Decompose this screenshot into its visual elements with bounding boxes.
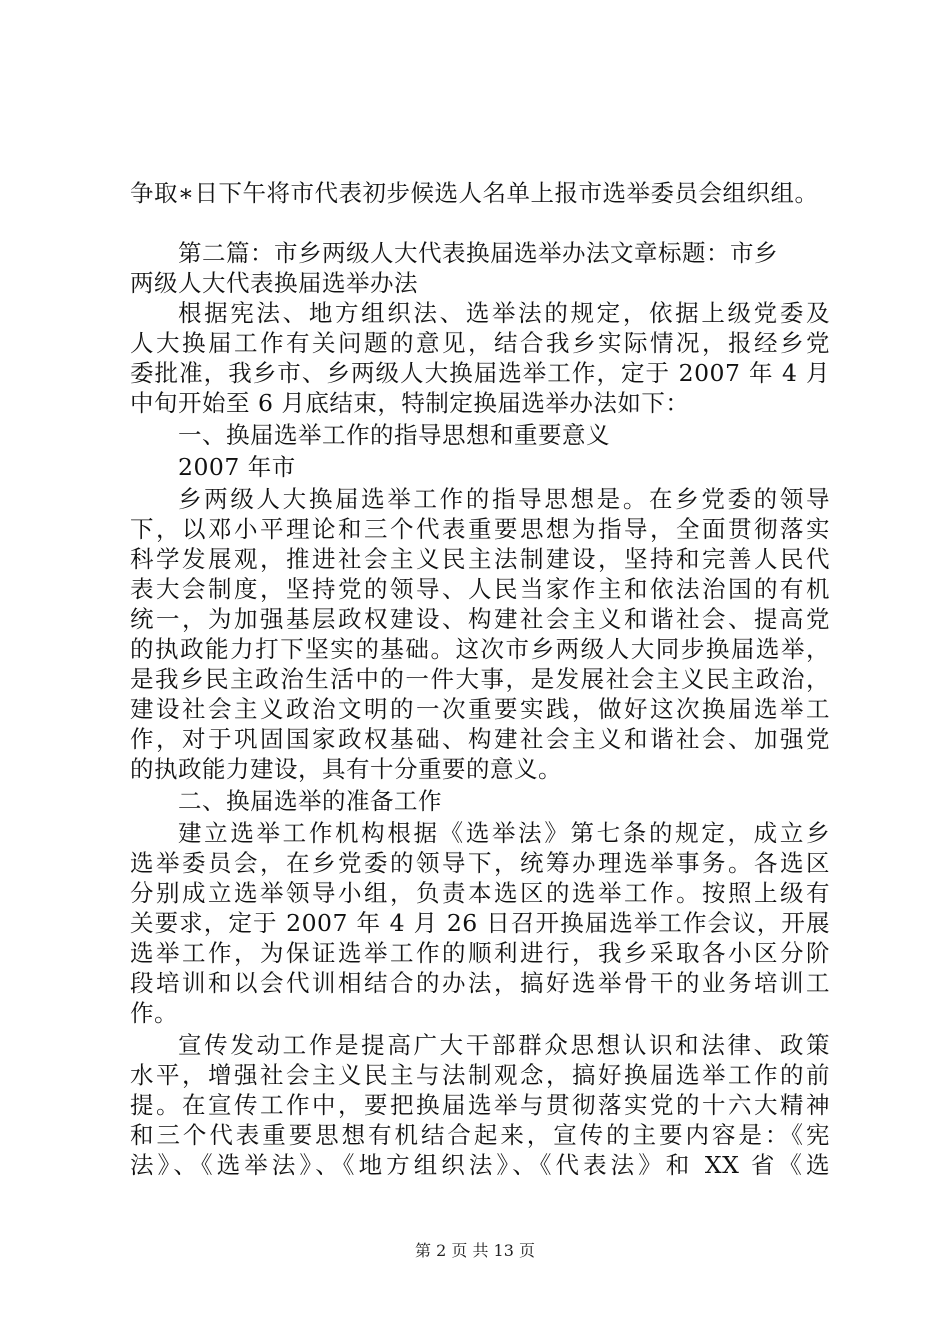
text-line: 分别成立选举领导小组，负责本选区的选举工作。按照上级有 xyxy=(130,879,830,907)
text-line: 作，对于巩固国家政权基础、构建社会主义和谐社会、加强党 xyxy=(130,725,830,753)
text-line: 乡两级人大换届选举工作的指导思想是。在乡党委的领导 xyxy=(178,485,830,513)
heading-line: 二、换届选举的准备工作 xyxy=(178,787,442,815)
text-line: 宣传发动工作是提高广大干部群众思想认识和法律、政策 xyxy=(178,1031,830,1059)
text-line: 表大会制度，坚持党的领导、人民当家作主和依法治国的有机 xyxy=(130,575,830,603)
text-line: 是我乡民主政治生活中的一件大事，是发展社会主义民主政治， xyxy=(130,665,830,693)
text-line: 法》、《选举法》、《地方组织法》、《代表法》和 XX 省《选 xyxy=(130,1151,830,1179)
text-line: 委批准，我乡市、乡两级人大换届选举工作，定于 2007 年 4 月 xyxy=(130,359,830,387)
text-line: 建立选举工作机构根据《选举法》第七条的规定，成立乡 xyxy=(178,819,830,847)
text-line: 关要求，定于 2007 年 4 月 26 日召开换届选举工作会议，开展 xyxy=(130,909,830,937)
text-line: 选举委员会，在乡党委的领导下，统筹办理选举事务。各选区 xyxy=(130,849,830,877)
text-line: 统一，为加强基层政权建设、构建社会主义和谐社会、提高党 xyxy=(130,605,830,633)
text-line: 提。在宣传工作中，要把换届选举与贯彻落实党的十六大精神 xyxy=(130,1091,830,1119)
text-line: 和三个代表重要思想有机结合起来，宣传的主要内容是：《宪 xyxy=(130,1121,830,1149)
text-line: 段培训和以会代训相结合的办法，搞好选举骨干的业务培训工 xyxy=(130,969,830,997)
text-line: 水平，增强社会主义民主与法制观念，搞好换届选举工作的前 xyxy=(130,1061,830,1089)
text-line: 人大换届工作有关问题的意见，结合我乡实际情况，报经乡党 xyxy=(130,329,830,357)
text-line: 的执政能力打下坚实的基础。这次市乡两级人大同步换届选举， xyxy=(130,635,830,663)
text-line: 选举工作，为保证选举工作的顺利进行，我乡采取各小区分阶 xyxy=(130,939,830,967)
section-title-line: 两级人大代表换届选举办法 xyxy=(130,269,418,297)
text-line: 下，以邓小平理论和三个代表重要思想为指导，全面贯彻落实 xyxy=(130,515,830,543)
text-line: 的执政能力建设，具有十分重要的意义。 xyxy=(130,755,562,783)
page-footer: 第 2 页 共 13 页 xyxy=(415,1241,535,1260)
text-line: 争取∗日下午将市代表初步候选人名单上报市选举委员会组织组。 xyxy=(130,179,819,207)
heading-line: 一、换届选举工作的指导思想和重要意义 xyxy=(178,421,610,449)
text-line: 科学发展观，推进社会主义民主法制建设，坚持和完善人民代 xyxy=(130,545,830,573)
text-line: 中旬开始至 6 月底结束，特制定换届选举办法如下： xyxy=(130,389,690,417)
text-line: 2007 年市 xyxy=(178,453,296,481)
text-line: 建设社会主义政治文明的一次重要实践，做好这次换届选举工 xyxy=(130,695,830,723)
text-line: 根据宪法、地方组织法、选举法的规定，依据上级党委及 xyxy=(178,299,830,327)
text-line: 作。 xyxy=(130,999,178,1027)
section-title-line: 第二篇：市乡两级人大代表换届选举办法文章标题：市乡 xyxy=(178,239,778,267)
